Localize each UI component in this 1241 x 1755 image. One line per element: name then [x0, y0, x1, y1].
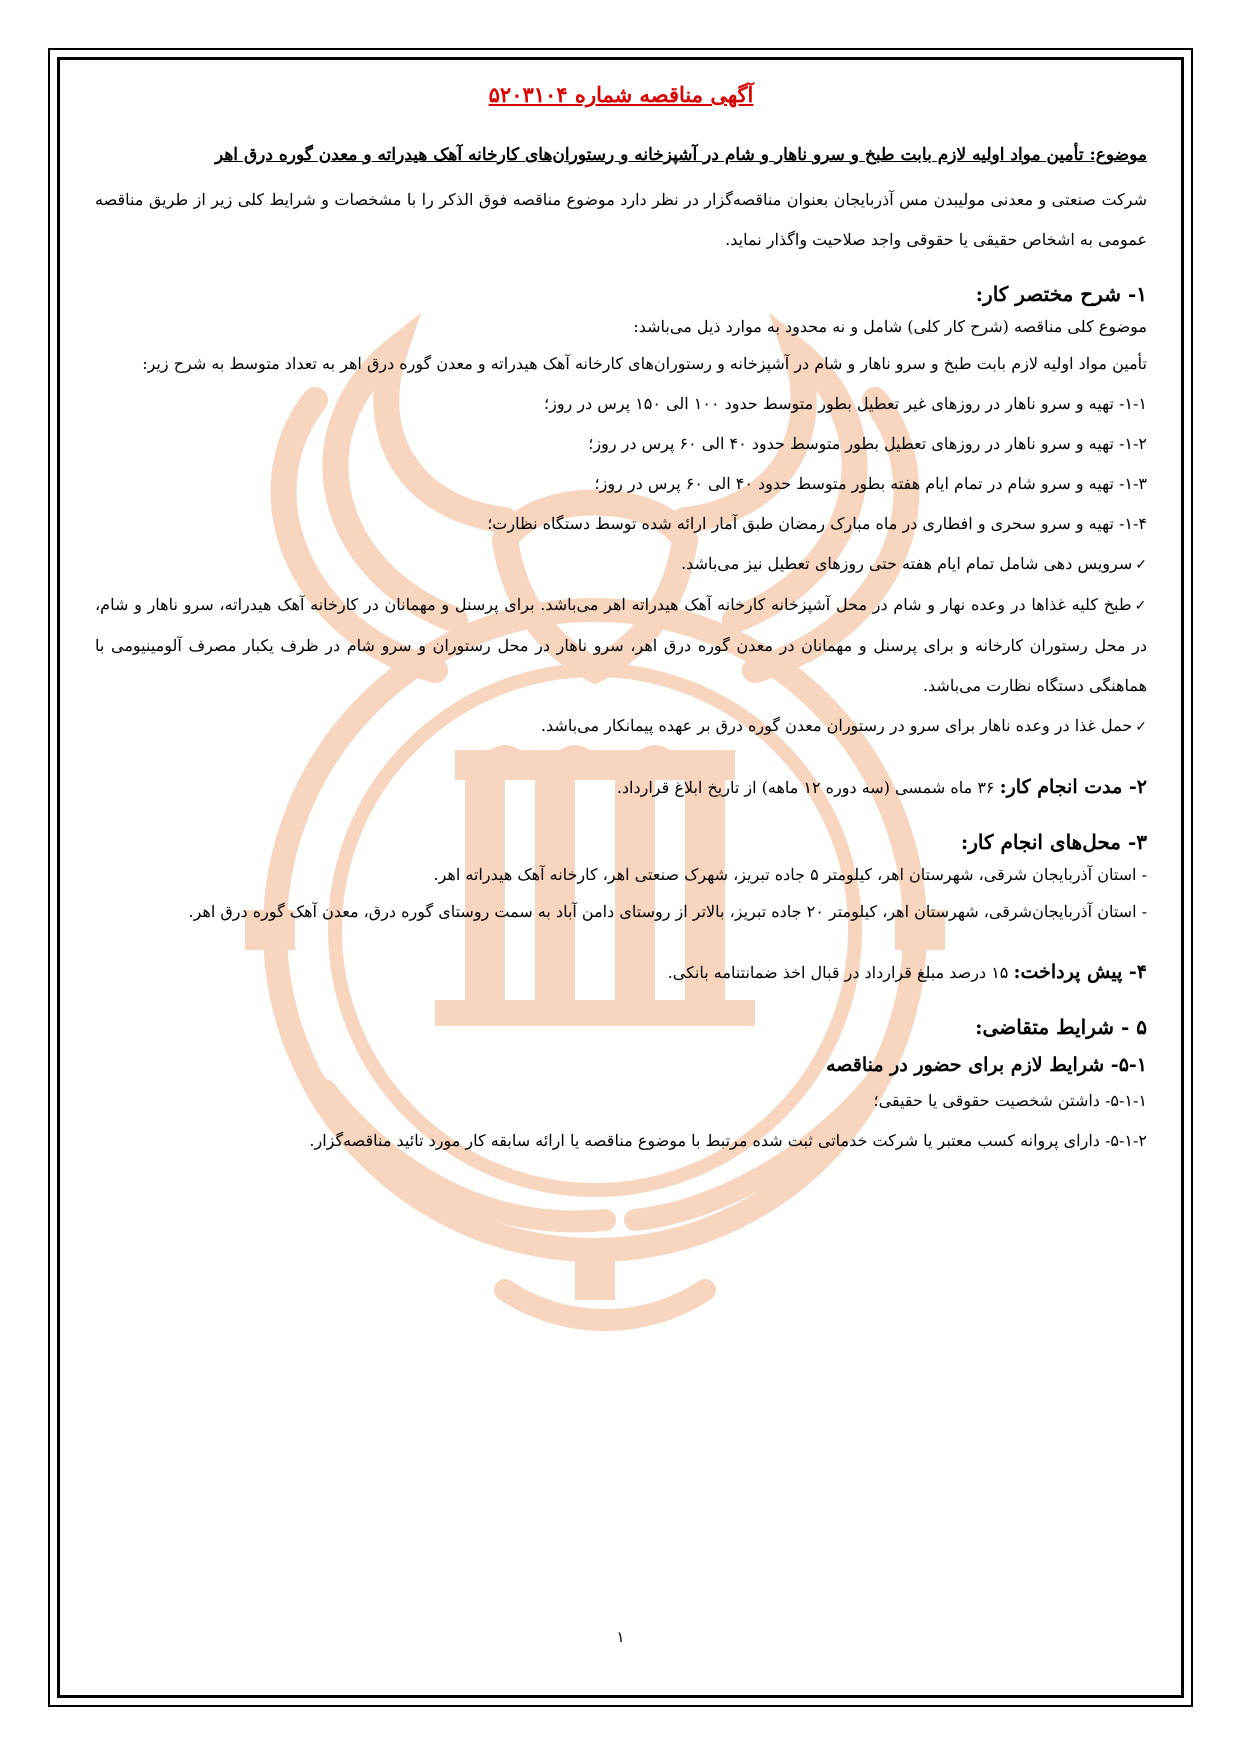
section1-desc-para: تأمین مواد اولیه لازم بابت طبخ و سرو ناهار و شام در آشپزخانه و رستوران‌های کارخانه آهک هیدراته و معدن گوره درق اهر به تعداد متوسط به شرح زیر:: [142, 354, 1147, 373]
section1-check-item: [95, 706, 1147, 747]
check-text: طبخ کلیه غذاها در وعده نهار و شام در محل آشپزخانه کارخانه آهک هیدراته اهر می‌باشد. برای پرسنل و مهمانان در کارخانه آهک هیدراته، سرو ناهار و شام، در محل رستوران کارخانه و برای پرسنل و مهمانان در معدن گوره درق اهر، سرو ناهار در محل رستوران و سرو شام در ظرف یکبار مصرف آلومینیومی با هماهنگی دستگاه نظارت می‌باشد.: [95, 595, 1147, 695]
notice-title: آگهی مناقصه شماره ۵۲۰۳۱۰۴: [488, 82, 754, 107]
section2-line: [95, 767, 1147, 808]
notice-subject: موضوع: تأمین مواد اولیه لازم بابت طبخ و سرو ناهار و شام در آشپزخانه و رستوران‌های کارخانه آهک هیدراته و معدن گوره درق اهر: [214, 145, 1147, 165]
check-text: حمل غذا در وعده ناهار برای سرو در رستوران معدن گوره درق بر عهده پیمانکار می‌باشد.: [540, 716, 1133, 735]
section3-location-2: - استان آذربایجان‌شرقی، شهرستان اهر، کیلومتر ۲۰ جاده تبریز، بالاتر از روستای دامن آباد به سمت روستای گوره درق، معدن آهک گوره درق اهر.: [188, 902, 1147, 921]
section5-heading: ۵ - شرایط متقاضی:: [975, 1015, 1147, 1039]
section4-text: ۱۵ درصد مبلغ قرارداد در قبال اخذ ضمانتنامه بانکی.: [667, 963, 1014, 982]
section5-sub-heading: ۵-۱- شرایط لازم برای حضور در مناقصه: [826, 1054, 1147, 1076]
section1-desc-line: موضوع کلی مناقصه (شرح کار کلی) شامل و نه محدود به موارد ذیل می‌باشد:: [633, 317, 1147, 336]
section5-item: ۵-۱-۱- داشتن شخصیت حقوقی یا حقیقی؛: [873, 1091, 1147, 1110]
section3-location-1: - استان آذربایجان شرقی، شهرستان اهر، کیلومتر ۵ جاده تبریز، شهرک صنعتی اهر، کارخانه آهک هیدراته اهر.: [433, 865, 1147, 884]
check-text: سرویس دهی شامل تمام ایام هفته حتی روزهای تعطیل نیز می‌باشد.: [681, 554, 1133, 573]
section1-item: ۱-۲- تهیه و سرو ناهار در روزهای تعطیل بطور متوسط حدود ۴۰ الی ۶۰ پرس در روز؛: [588, 434, 1147, 453]
section1-heading: ۱- شرح مختصر کار:: [975, 282, 1147, 306]
section4-label: ۴- پیش پرداخت:: [1013, 961, 1147, 983]
section2-label: ۲- مدت انجام کار:: [999, 776, 1147, 798]
notice-content: [95, 80, 1147, 1161]
section1-item: ۱-۴- تهیه و سرو سحری و افطاری در ماه مبارک رمضان طبق آمار ارائه شده توسط دستگاه نظارت؛: [487, 514, 1147, 533]
section1-check-item: [95, 585, 1147, 706]
section2-text: ۳۶ ماه شمسی (سه دوره ۱۲ ماهه) از تاریخ ابلاغ قرارداد.: [616, 778, 1000, 797]
section1-item: ۱-۳- تهیه و سرو شام در تمام ایام هفته بطور متوسط حدود ۴۰ الی ۶۰ پرس در روز؛: [594, 474, 1147, 493]
section1-item: ۱-۱- تهیه و سرو ناهار در روزهای غیر تعطیل بطور متوسط حدود ۱۰۰ الی ۱۵۰ پرس در روز؛: [544, 394, 1147, 413]
page-number: ۱: [616, 1628, 625, 1646]
section3-heading: ۳- محل‌های انجام کار:: [960, 830, 1147, 854]
section4-line: [95, 952, 1147, 993]
notice-intro: شرکت صنعتی و معدنی مولیبدن مس آذربایجان بعنوان مناقصه‌گزار در نظر دارد موضوع مناقصه فوق الذکر را با مشخصات و شرایط کلی زیر از طریق مناقصه عمومی به اشخاص حقیقی یا حقوقی واجد صلاحیت واگذار نماید.: [95, 190, 1148, 249]
section1-check-item: [95, 544, 1147, 585]
section5-item: ۵-۱-۲- دارای پروانه کسب معتبر یا شرکت خدماتی ثبت شده مرتبط با موضوع مناقصه یا ارائه سابقه کار مورد تائید مناقصه‌گزار.: [309, 1131, 1147, 1150]
